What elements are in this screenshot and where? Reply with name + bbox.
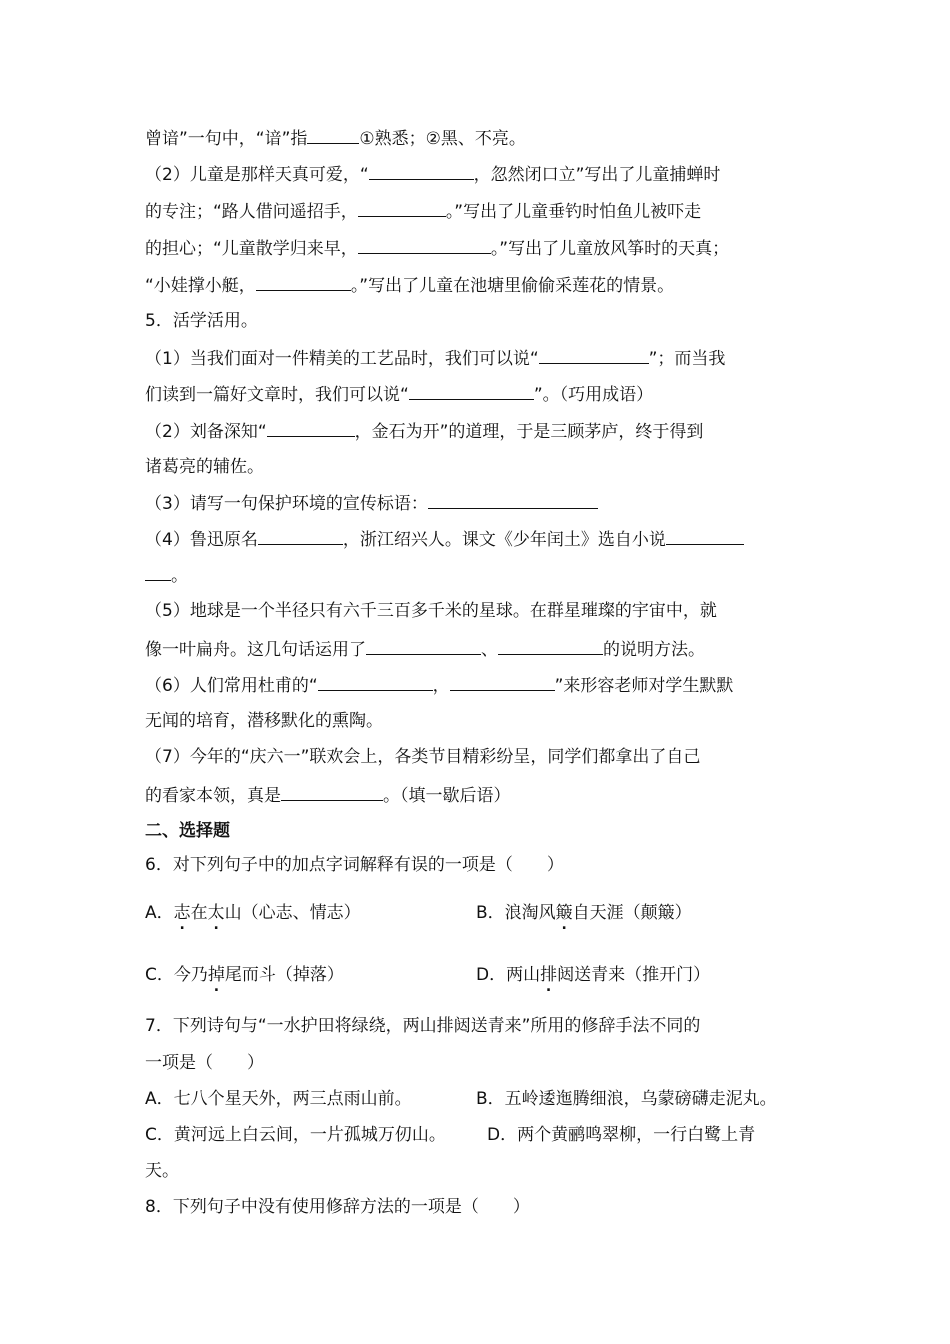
question-7-line-2 (145, 1052, 264, 1074)
answer-blank[interactable] (145, 563, 171, 581)
answer-blank[interactable] (409, 382, 534, 400)
text: 山（心志、情志） (224, 903, 361, 923)
text: D．两山 (476, 965, 541, 985)
text: 像一叶扁舟。这几句话运用了 (145, 640, 366, 660)
line-7 (145, 346, 725, 370)
text: （2）儿童是那样天真可爱，“ (145, 165, 369, 185)
text: 。”写出了儿童在池塘里偷偷采莲花的情景。 (350, 276, 675, 296)
q6-option-a[interactable] (145, 902, 361, 924)
text: （4）鲁迅原名 (145, 530, 258, 550)
dotted-char: 志 (173, 903, 191, 923)
text: 二、选择题 (145, 821, 230, 841)
answer-blank[interactable] (366, 637, 481, 655)
text: ”来形容老师对学生默默 (554, 676, 734, 696)
answer-blank[interactable] (539, 346, 649, 364)
line-18 (145, 746, 700, 768)
text: ”；而当我 (648, 349, 726, 369)
line-15 (145, 637, 705, 661)
line-9 (145, 419, 703, 443)
text: ”。（巧用成语） (533, 385, 654, 405)
text: 曾谙”一句中，“谙”指 (145, 129, 308, 149)
q6-option-b[interactable] (476, 902, 692, 924)
text: （6）人们常用杜甫的“ (145, 676, 318, 696)
line-3 (145, 199, 701, 223)
text: 。”写出了儿童垂钓时怕鱼儿被吓走 (445, 202, 702, 222)
text: 天。 (145, 1161, 179, 1181)
text: （2）刘备深知“ (145, 422, 267, 442)
text: 的说明方法。 (603, 640, 705, 660)
text: “小娃撑小艇， (145, 276, 256, 296)
answer-blank[interactable] (318, 673, 433, 691)
answer-blank[interactable] (267, 419, 355, 437)
answer-blank[interactable] (281, 783, 383, 801)
text: B．浪淘风 (476, 903, 556, 923)
q7-option-a[interactable] (145, 1088, 412, 1110)
line-1 (145, 126, 526, 150)
line-17 (145, 710, 383, 732)
text: 。 (171, 566, 188, 586)
text: 的看家本领，真是 (145, 786, 281, 806)
answer-blank[interactable] (450, 673, 555, 691)
q7-option-c[interactable] (145, 1124, 446, 1146)
line-8 (145, 382, 653, 406)
line-11 (145, 491, 598, 515)
line-2 (145, 162, 720, 186)
text: （5）地球是一个半径只有六千三百多千米的星球。在群星璀璨的宇宙中，就 (145, 601, 717, 621)
text: 闼送青来（推开门） (557, 965, 711, 985)
answer-blank[interactable] (498, 637, 603, 655)
q6-option-d[interactable] (476, 964, 710, 986)
text: 诸葛亮的辅佐。 (145, 457, 264, 477)
text: 一项是（ ） (145, 1053, 264, 1073)
text: 自天涯（颠簸） (572, 903, 692, 923)
answer-blank[interactable] (369, 162, 474, 180)
answer-blank[interactable] (307, 126, 359, 144)
q7-option-d[interactable] (487, 1124, 755, 1146)
text: 、 (481, 640, 498, 660)
question-7-line-1 (145, 1015, 700, 1037)
dotted-char: 太 (207, 903, 225, 923)
dotted-char: 簸 (555, 903, 573, 923)
text: ，金石为开”的道理，于是三顾茅庐，终于得到 (354, 422, 704, 442)
text: 5．活学活用。 (145, 311, 258, 331)
dotted-char: 掉 (207, 965, 225, 985)
q7-option-d-continued (145, 1160, 179, 1182)
text: 的专注；“路人借问遥招手， (145, 202, 358, 222)
line-13 (145, 563, 188, 587)
line-16 (145, 673, 733, 697)
line-10 (145, 456, 264, 478)
line-4 (145, 236, 729, 260)
text: 6．对下列句子中的加点字词解释有误的一项是（ ） (145, 855, 564, 875)
text: 7．下列诗句与“一水护田将绿绕，两山排闼送青来”所用的修辞手法不同的 (145, 1016, 701, 1036)
text: B．五岭逶迤腾细浪，乌蒙磅礴走泥丸。 (476, 1089, 777, 1109)
text: C．今乃 (145, 965, 208, 985)
text: 无闻的培育，潜移默化的熏陶。 (145, 711, 383, 731)
text: ， (432, 676, 450, 696)
text: 。（填一歇后语） (383, 786, 511, 806)
answer-blank[interactable] (428, 491, 598, 509)
question-5-title (145, 310, 258, 332)
answer-blank[interactable] (666, 527, 744, 545)
dotted-char: 排 (540, 965, 558, 985)
line-19 (145, 783, 511, 807)
text: A．七八个星天外，两三点雨山前。 (145, 1089, 412, 1109)
question-8 (145, 1196, 530, 1218)
answer-blank[interactable] (258, 527, 343, 545)
line-14 (145, 600, 717, 622)
text: （3）请写一句保护环境的宣传标语： (145, 494, 428, 514)
q6-option-c[interactable] (145, 964, 344, 986)
question-6 (145, 854, 564, 876)
line-5 (145, 273, 674, 297)
text: 们读到一篇好文章时，我们可以说“ (145, 385, 409, 405)
text: 。”写出了儿童放风筝时的天真； (490, 239, 730, 259)
text: 的担心；“儿童散学归来早， (145, 239, 358, 259)
text: （1）当我们面对一件精美的工艺品时，我们可以说“ (145, 349, 539, 369)
text: C．黄河远上白云间，一片孤城万仞山。 (145, 1125, 446, 1145)
line-12 (145, 527, 744, 551)
text: A． (145, 903, 174, 923)
text: D．两个黄鹂鸣翠柳，一行白鹭上青 (487, 1125, 756, 1145)
text: 在 (190, 903, 208, 923)
text: 8．下列句子中没有使用修辞方法的一项是（ ） (145, 1197, 530, 1217)
section-heading (145, 820, 230, 842)
text: （7）今年的“庆六一”联欢会上，各类节目精彩纷呈，同学们都拿出了自己 (145, 747, 701, 767)
answer-blank[interactable] (358, 236, 491, 254)
text: ①熟悉；②黑、不亮。 (359, 129, 526, 149)
q7-option-b[interactable] (476, 1088, 777, 1110)
text: ，忽然闭口立”写出了儿童捕蝉时 (473, 165, 721, 185)
answer-blank[interactable] (256, 273, 351, 291)
text: 尾而斗（掉落） (224, 965, 344, 985)
text: ，浙江绍兴人。课文《少年闰土》选自小说 (342, 530, 666, 550)
answer-blank[interactable] (358, 199, 446, 217)
